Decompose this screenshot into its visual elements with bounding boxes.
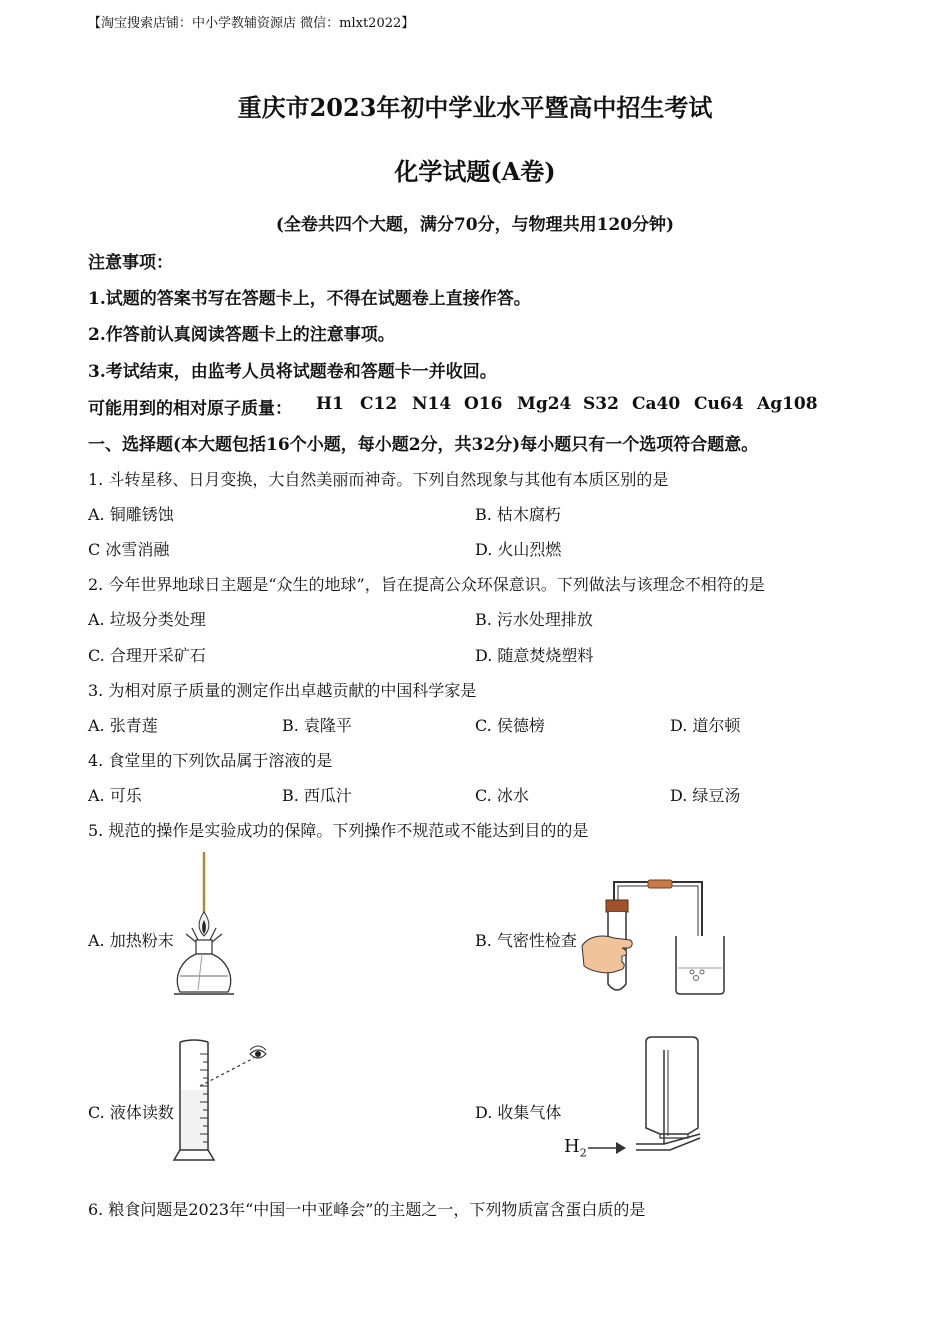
option-b: B. 污水处理排放 (475, 610, 593, 629)
option-c: C. 液体读数 (88, 1103, 174, 1122)
gas-label-text: H (564, 1136, 580, 1157)
gas-label-subscript: 2 (579, 1146, 587, 1160)
notice-item: 1.试题的答案书写在答题卡上，不得在试题卷上直接作答。 (88, 289, 531, 309)
figure-b-airtightness-check (578, 876, 738, 1001)
option-a: A. 可乐 (88, 786, 142, 805)
atomic-mass-value: N14 (412, 394, 452, 414)
option-a: A. 张青莲 (88, 716, 158, 735)
atomic-mass-value: Ag108 (757, 394, 818, 414)
option-d: D. 火山烈燃 (475, 540, 562, 559)
header-note: 【淘宝搜索店铺：中小学教辅资源店 微信：mlxt2022】 (88, 16, 415, 31)
option-b: B. 袁隆平 (282, 716, 352, 735)
atomic-mass-value: O16 (464, 394, 503, 414)
question-stem: 4. 食堂里的下列饮品属于溶液的是 (88, 751, 333, 770)
question-stem: 2. 今年世界地球日主题是“众生的地球”，旨在提高公众环保意识。下列做法与该理念不相符的是 (88, 575, 765, 594)
figure-c-cylinder-reading (170, 1038, 270, 1168)
option-b: B. 气密性检查 (475, 931, 577, 950)
option-c: C. 侯德榜 (475, 716, 545, 735)
exam-subtitle: 化学试题(A卷) (394, 157, 556, 186)
section-heading: 一、选择题(本大题包括16个小题，每小题2分，共32分)每小题只有一个选项符合题意。 (88, 435, 759, 455)
atomic-mass-value: Mg24 (517, 394, 572, 414)
atomic-mass-value: Ca40 (632, 394, 681, 414)
notice-heading: 注意事项： (88, 253, 173, 273)
atomic-mass-value: C12 (360, 394, 398, 414)
exam-title: 重庆市2023年初中学业水平暨高中招生考试 (237, 93, 713, 122)
option-a: A. 加热粉末 (88, 931, 174, 950)
atomic-mass-value: H1 (316, 394, 344, 414)
option-d: D. 绿豆汤 (670, 786, 741, 805)
option-c: C 冰雪消融 (88, 540, 170, 559)
exam-info: (全卷共四个大题，满分70分，与物理共用120分钟) (275, 215, 675, 235)
atomic-mass-label: 可能用到的相对原子质量： (88, 399, 292, 419)
question-stem: 5. 规范的操作是实验成功的保障。下列操作不规范或不能达到目的的是 (88, 821, 589, 840)
notice-item: 2.作答前认真阅读答题卡上的注意事项。 (88, 325, 395, 345)
option-c: C. 冰水 (475, 786, 529, 805)
option-a: A. 垃圾分类处理 (88, 610, 206, 629)
gas-label (564, 1136, 587, 1160)
question-stem: 1. 斗转星移、日月变换，大自然美丽而神奇。下列自然现象与其他有本质区别的是 (88, 470, 669, 489)
option-d: D. 收集气体 (475, 1103, 562, 1122)
option-b: B. 枯木腐朽 (475, 505, 561, 524)
option-c: C. 合理开采矿石 (88, 646, 206, 665)
option-a: A. 铜雕锈蚀 (88, 505, 174, 524)
figure-a-alcohol-lamp (170, 850, 230, 1000)
atomic-mass-value: S32 (583, 394, 619, 414)
question-stem: 6. 粮食问题是2023年“中国一中亚峰会”的主题之一，下列物质富含蛋白质的是 (88, 1200, 646, 1219)
option-d: D. 随意焚烧塑料 (475, 646, 594, 665)
option-d: D. 道尔顿 (670, 716, 741, 735)
question-stem: 3. 为相对原子质量的测定作出卓越贡献的中国科学家是 (88, 681, 477, 700)
atomic-mass-value: Cu64 (694, 394, 744, 414)
notice-item: 3.考试结束，由监考人员将试题卷和答题卡一并收回。 (88, 362, 497, 382)
option-b: B. 西瓜汁 (282, 786, 352, 805)
